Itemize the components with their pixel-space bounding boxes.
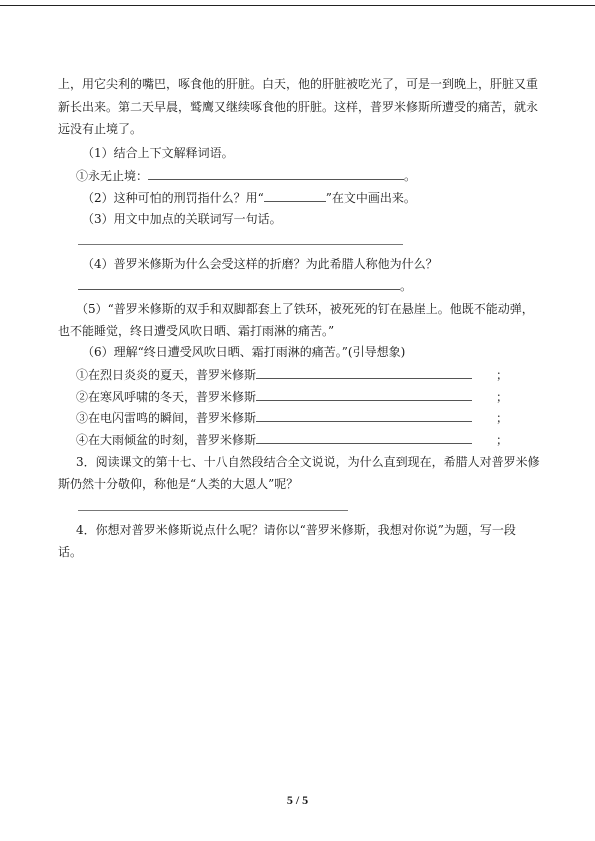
answer-blank-6-4[interactable] [256, 432, 472, 444]
passage-line-1: 上，用它尖利的嘴巴，啄食他的肝脏。白天，他的肝脏被吃光了，可是一到晚上，肝脏又重 [58, 77, 539, 91]
answer-line-q3[interactable] [78, 510, 348, 511]
question-5-line-1: （5）“普罗米修斯的双手和双脚都套上了铁环，被死死的钉在悬崖上。他既不能动弹， [76, 302, 534, 316]
question-4-prompt: （4）普罗米修斯为什么会受这样的折磨？为此希腊人称他为什么？ [82, 257, 438, 271]
passage-line-2: 新长出来。第二天早晨，鹫鹰又继续啄食他的肝脏。这样，普罗米修斯所遭受的痛苦，就永 [58, 100, 539, 114]
underline-sample [264, 190, 326, 202]
answer-line-3[interactable] [78, 244, 403, 245]
question-4-line-1: 4．你想对普罗米修斯说点什么呢？请你以“普罗米修斯，我想对你说”为题，写一段 [76, 523, 516, 537]
question-5-line-2: 也不能睡觉，终日遭受风吹日晒、霜打雨淋的痛苦。” [58, 324, 335, 338]
question-6-prompt: （6）理解“终日遭受风吹日晒、霜打雨淋的痛苦。”(引导想象) [82, 345, 406, 359]
question-1-item [76, 168, 416, 183]
question-6-item-4 [76, 432, 508, 447]
item-end-mark: ； [496, 411, 509, 425]
question-2-after: ”在文中画出来。 [325, 191, 416, 205]
question-1-item-end: 。 [404, 169, 417, 183]
question-4-answer [78, 278, 412, 293]
question-3-prompt: （3）用文中加点的关联词写一句话。 [82, 212, 282, 226]
question-6-item-2-label: ②在寒风呼啸的冬天，普罗米修斯 [76, 390, 257, 404]
question-3-line-1: 3．阅读课文的第十七、十八自然段结合全文说说，为什么直到现在，希腊人对普罗米修 [76, 455, 540, 469]
question-1-prompt: （1）结合上下文解释词语。 [82, 146, 234, 160]
answer-blank-6-3[interactable] [256, 410, 472, 422]
question-6-item-2 [76, 389, 508, 404]
question-6-item-3 [76, 410, 508, 425]
answer-blank-6-1[interactable] [256, 367, 472, 379]
question-6-item-3-label: ③在电闪雷鸣的瞬间，普罗米修斯 [76, 411, 257, 425]
question-3-line-2: 斯仍然十分敬仰，称他是“人类的大恩人”呢？ [58, 477, 299, 491]
question-4-line-2: 话。 [58, 545, 83, 559]
answer-blank-4[interactable] [78, 278, 400, 290]
question-2-prompt [82, 190, 416, 205]
question-1-item-label: ①永无止境： [76, 169, 149, 183]
header-rule [0, 5, 595, 6]
passage-line-3: 远没有止境了。 [58, 122, 143, 136]
question-2-before: （2）这种可怕的刑罚指什么？用“ [82, 191, 264, 205]
question-6-item-1-label: ①在烈日炎炎的夏天，普罗米修斯 [76, 368, 257, 382]
item-end-mark: ； [496, 390, 509, 404]
page-number: 5 / 5 [286, 793, 309, 807]
question-4-end: 。 [400, 279, 413, 293]
item-end-mark: ； [496, 433, 509, 447]
question-6-item-1 [76, 367, 508, 382]
answer-blank-1[interactable] [148, 168, 404, 180]
answer-blank-6-2[interactable] [256, 389, 472, 401]
item-end-mark: ； [496, 368, 509, 382]
question-6-item-4-label: ④在大雨倾盆的时刻，普罗米修斯 [76, 433, 257, 447]
